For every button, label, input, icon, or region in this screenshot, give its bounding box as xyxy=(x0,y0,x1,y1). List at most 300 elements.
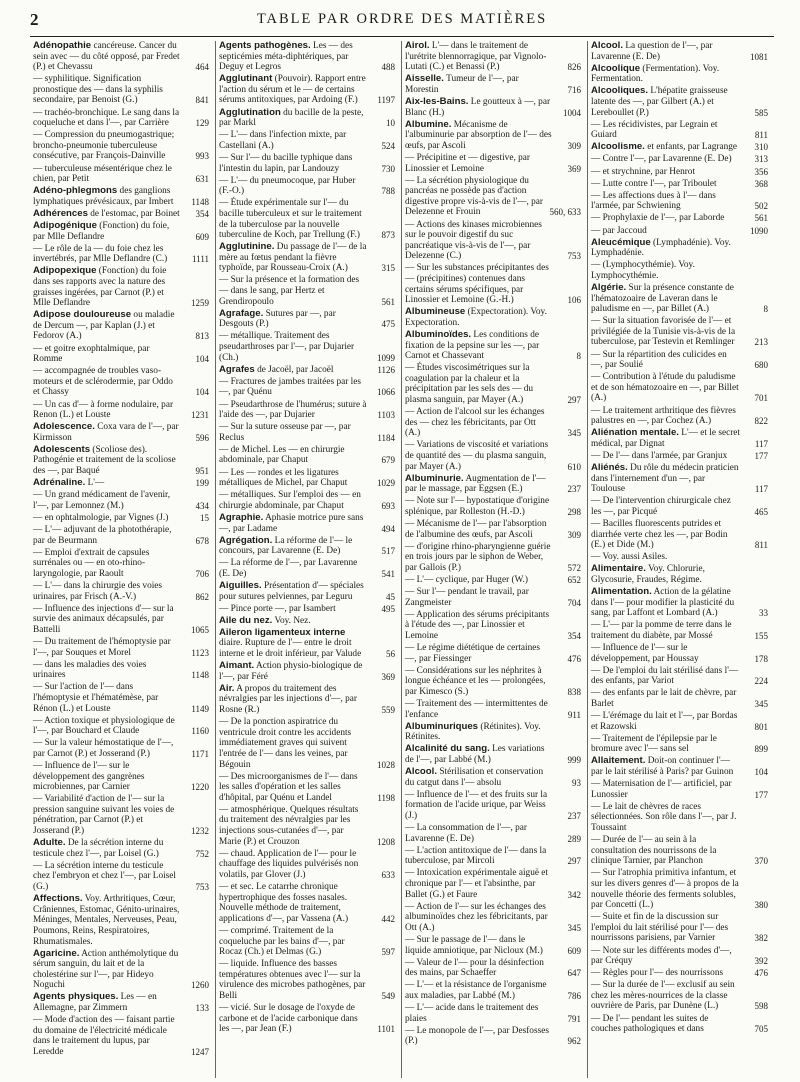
entry-description: — Le traitement arthritique des fièvres palustres en —, par Cochez (A.) xyxy=(591,405,736,427)
index-entry xyxy=(33,366,209,398)
entry-text xyxy=(33,581,181,602)
entry-description: — Les affections dues à l'— dans l'armée, par Schwiening xyxy=(591,190,716,212)
entry-description: — L'— du pneumocoque, par Huber (F.-O.) xyxy=(219,175,356,197)
entry-description: — Bacilles fluorescents putrides et diarrhée verte chez les —, par Bodin (E.) et Dide (M.) xyxy=(591,518,728,551)
entry-description: — Action de l'alcool sur les échanges des — chez les fébricitants, par Ott (A.) xyxy=(405,407,545,439)
index-entry xyxy=(405,519,581,540)
entry-text xyxy=(405,958,553,979)
entry-page-ref: 631 xyxy=(195,174,209,185)
entry-page-ref: 801 xyxy=(754,721,768,732)
entry-text xyxy=(405,767,553,788)
entry-page-ref: 297 xyxy=(567,395,581,405)
entry-text xyxy=(33,637,181,658)
entry-page-ref: 177 xyxy=(754,789,768,800)
entry-page-ref: 1065 xyxy=(191,624,209,635)
entry-text xyxy=(219,536,367,557)
index-entry xyxy=(405,958,581,979)
entry-text xyxy=(405,363,553,405)
index-entry xyxy=(219,309,395,330)
entry-page-ref: 993 xyxy=(195,151,209,162)
entry-text xyxy=(405,587,553,608)
entry-description: — Règles pour l'— des nourrissons xyxy=(591,968,724,979)
entry-text xyxy=(219,468,367,489)
entry-description: — d'origine rhino-pharyngienne guérie en trois jours par le siphon de Weber, par Gallois (P.) xyxy=(405,541,551,573)
index-entry xyxy=(33,992,209,1013)
entry-description: — Sur le passage de l'— dans le liquide amniotique, par Nicloux (M.) xyxy=(405,935,543,956)
entry-description: — Sur les substances précipitantes des — (précipitines) contenues dans certains sérums spécifiques, par Linossier et Lemoine (G.-H.) xyxy=(405,263,549,306)
index-entry xyxy=(591,666,768,687)
entry-description: — Lutte contre l'—, par Triboulet xyxy=(591,178,717,189)
entry-page-ref: 289 xyxy=(567,833,581,844)
entry-page-ref: 999 xyxy=(567,755,581,765)
index-entry xyxy=(219,628,395,660)
entry-description: — La sécrétion interne du testicule chez l'embryon et chez l'—, par Loisel (G.) xyxy=(33,860,177,893)
index-entry xyxy=(33,422,209,443)
index-entry xyxy=(591,372,768,404)
entry-text xyxy=(219,108,367,129)
entry-text xyxy=(33,1015,181,1057)
index-entry xyxy=(33,209,209,220)
entry-text xyxy=(591,643,740,664)
entry-page-ref: 811 xyxy=(754,540,768,551)
entry-page-ref: 1066 xyxy=(377,387,395,398)
entry-description: cancéreuse. Cancer du sein avec — du côté opposé, par Fredet (P.) et Chevassu xyxy=(33,41,180,73)
entry-description: Sur la présence constante de l'hématozoaire de Laveran dans le paludisme en —, par Billet (A.) xyxy=(591,282,734,315)
entry-page-ref: 104 xyxy=(195,387,209,398)
entry-text xyxy=(219,849,367,881)
entry-text xyxy=(219,377,367,398)
entry-page-ref: 1101 xyxy=(377,1024,395,1035)
entry-description: — métalliques. Sur l'emploi des — en chirurgie abdominale, par Chaput xyxy=(219,490,361,511)
entry-text xyxy=(219,513,367,534)
entry-page-ref: 8 xyxy=(763,304,768,315)
entry-page-ref: 1028 xyxy=(377,759,395,770)
entry-description: — Note sur les différents modes d'—, par Créquy xyxy=(591,945,732,967)
index-entry xyxy=(219,513,395,534)
entry-headword: Albumineuse xyxy=(405,306,466,318)
index-entry xyxy=(405,575,581,586)
index-entry xyxy=(219,74,395,106)
entry-page-ref: 811 xyxy=(754,130,768,141)
entry-description: — La réforme de l'—, par Lavarenne (E. De) xyxy=(219,558,358,579)
index-entry xyxy=(591,226,768,237)
entry-description: A propos du traitement des névralgies par les injections d'—, par Rosne (R.) xyxy=(219,683,357,716)
entry-headword: Aileron ligamenteux interne xyxy=(219,626,346,638)
entry-text xyxy=(591,980,740,1012)
entry-text xyxy=(219,959,367,1001)
entry-text xyxy=(219,490,367,511)
index-entry xyxy=(33,604,209,636)
index-entry xyxy=(591,980,768,1012)
index-entry xyxy=(33,186,209,207)
entry-description: — Sur la durée de l'— exclusif au sein chez les mères-nourrices de la classe ouvrière de Paris, par Dunène (L.) xyxy=(591,980,735,1012)
entry-page-ref: 1004 xyxy=(563,107,581,118)
entry-page-ref: 106 xyxy=(567,295,581,306)
index-entry xyxy=(219,365,395,376)
index-entry xyxy=(33,682,209,714)
entry-description: — De l'— dans l'armée, par Granjux xyxy=(591,450,728,461)
index-entry xyxy=(591,179,768,190)
entry-description: — Les — rondes et les ligatures métalliques de Michel, par Chaput xyxy=(219,467,348,489)
entry-page-ref: 104 xyxy=(195,354,209,365)
index-entry xyxy=(33,1015,209,1057)
index-entry xyxy=(405,846,581,867)
entry-page-ref: 15 xyxy=(200,512,209,523)
entry-page-ref: 298 xyxy=(567,506,581,517)
entry-description: — Contre l'—, par Lavarenne (E. De) xyxy=(591,154,732,165)
entry-text xyxy=(591,779,740,800)
entry-headword: Airol. xyxy=(405,41,430,51)
entry-text xyxy=(591,316,740,348)
entry-text xyxy=(33,221,181,242)
entry-text xyxy=(33,992,181,1013)
entry-headword: Adénopathie xyxy=(33,41,92,51)
entry-page-ref: 104 xyxy=(754,767,768,777)
index-entry xyxy=(405,722,581,743)
entry-headword: Adhérences xyxy=(33,207,88,219)
entry-page-ref: 129 xyxy=(195,118,209,129)
entry-page-ref: 199 xyxy=(195,478,209,489)
entry-headword: Allaitement. xyxy=(591,755,646,767)
entry-text xyxy=(591,451,740,462)
entry-description: ou maladie de Dercum —, par Kaplan (J.) et Fedorov (A.) xyxy=(33,310,175,342)
entry-description: — Pince porte —, par Isambert xyxy=(219,603,336,614)
entry-text xyxy=(33,310,181,342)
entry-text xyxy=(591,756,740,777)
index-entry xyxy=(219,176,395,197)
entry-description: — Fractures de jambes traitées par les —, par Quénu xyxy=(219,376,361,398)
entry-description: Présentation d'— spéciales pour sutures pelviennes, par Leguru xyxy=(219,581,364,602)
entry-headword: Agents physiques. xyxy=(33,991,119,1003)
entry-page-ref: 237 xyxy=(567,810,581,821)
entry-page-ref: 633 xyxy=(381,869,395,880)
entry-description: — L'action antitoxique de l'— dans la tuberculose, par Mircoli xyxy=(405,845,547,867)
entry-headword: Alimentation. xyxy=(591,586,652,597)
entry-page-ref: 342 xyxy=(567,889,581,900)
entry-description: — Contribution à l'étude du paludisme et de son hématozoaire en —, par Billet (A.) xyxy=(591,372,739,404)
entry-page-ref: 178 xyxy=(754,653,768,664)
entry-description: — Influence de l'— sur le développement des gangrènes microbiennes, par Carnier xyxy=(33,761,145,793)
index-entry xyxy=(405,176,581,218)
entry-description: — Intoxication expérimentale aiguë et chronique par l'— et l'absinthe, par Ballet (G.) et Faure xyxy=(405,868,549,900)
index-entry xyxy=(405,542,581,574)
index-entry xyxy=(33,525,209,546)
entry-page-ref: 369 xyxy=(567,163,581,174)
entry-text xyxy=(219,331,367,363)
entry-text xyxy=(219,661,367,682)
entry-headword: Alcool. xyxy=(405,766,437,778)
entry-text xyxy=(33,513,181,524)
entry-headword: Alcoolique xyxy=(591,62,641,74)
entry-description: — en ophtalmologie, par Vignes (J.) xyxy=(33,512,169,523)
entry-text xyxy=(33,41,181,73)
entry-page-ref: 442 xyxy=(381,913,395,924)
entry-text xyxy=(33,186,181,207)
entry-description: Aphasie motrice pure sans —, par Ladame xyxy=(219,512,364,534)
entry-page-ref: 345 xyxy=(567,428,581,439)
entry-description: — Le rôle de la — du foie chez les invertébrés, par Mlle Deflandre (C.) xyxy=(33,243,168,265)
index-entry xyxy=(591,868,768,910)
entry-description: — Prophylaxie de l'—, par Laborde xyxy=(591,213,725,224)
entry-text xyxy=(33,344,181,365)
entry-text xyxy=(33,366,181,398)
entry-headword: Aiguilles. xyxy=(219,580,262,591)
entry-description: — Variations de viscosité et variations de quantité des — du plasma sanguin, par Mayer (A.) xyxy=(405,440,549,472)
entry-description: — Le régime diététique de certaines —, par Fiessinger xyxy=(405,643,541,664)
index-entry xyxy=(219,717,395,770)
index-entry xyxy=(219,558,395,579)
entry-description: La question de l'—, par Lavarenne (E. De) xyxy=(591,41,713,62)
index-entry xyxy=(219,41,395,73)
entry-page-ref: 476 xyxy=(754,968,768,979)
entry-page-ref: 177 xyxy=(754,450,768,461)
entry-description: Du rôle du médecin praticien dans l'internement d'un —, par Toulouse xyxy=(591,462,739,495)
entry-text xyxy=(219,41,367,73)
entry-headword: Adrénaline. xyxy=(33,477,86,489)
entry-text xyxy=(219,309,367,330)
entry-text xyxy=(405,643,553,664)
index-entry xyxy=(591,587,768,619)
entry-text xyxy=(219,130,367,151)
entry-text xyxy=(219,422,367,443)
entry-description: — des enfants par le lait de chèvre, par Barlet xyxy=(591,688,737,709)
entry-headword: Adulte. xyxy=(33,837,66,849)
entry-description: — liquide. Influence des basses températures obtenues avec l'— sur la virulence des microbes pathogènes, par Belli xyxy=(219,959,366,1001)
entry-page-ref: 679 xyxy=(381,455,395,466)
index-columns xyxy=(30,41,774,1078)
index-entry xyxy=(405,330,581,362)
entry-description: — Sur l'atrophia primitiva infantum, et sur les divers genres d'— à propos de la nouvelle théorie des ferments solubles, par Concetti (L.) xyxy=(591,868,739,911)
entry-headword: Aliénation mentale. xyxy=(591,427,679,439)
entry-text xyxy=(591,734,740,755)
entry-page-ref: 1148 xyxy=(191,670,209,681)
entry-page-ref: 899 xyxy=(754,744,768,755)
entry-description: — Traitement de l'épilepsie par le bromure avec l'— sans sel xyxy=(591,733,717,755)
entry-description: — Du traitement de l'hémoptysie par l'—, par Souques et Morel xyxy=(33,636,171,658)
entry-description: — Sur la présence et la formation des — dans le sang, par Hertz et Grendiropoulo xyxy=(219,275,360,307)
entry-page-ref: 826 xyxy=(567,62,581,73)
index-entry xyxy=(591,779,768,800)
entry-description: — La consommation de l'—, par Lavarenne (E. De) xyxy=(405,823,527,844)
index-entry xyxy=(33,949,209,991)
entry-description: Sutures par —, par Desgouts (P.) xyxy=(219,308,336,330)
entry-text xyxy=(219,805,367,847)
index-entry xyxy=(33,513,209,524)
index-entry xyxy=(219,377,395,398)
entry-page-ref: 313 xyxy=(754,154,768,165)
index-entry xyxy=(591,283,768,315)
entry-headword: Adéno-phlegmons xyxy=(33,185,118,197)
entry-description: — Sur l'— du bacille typhique dans l'intestin du lapin, par Landouzy xyxy=(219,152,353,174)
entry-headword: Albumine. xyxy=(405,118,452,130)
entry-description: — Le monopole de l'—, par Desfosses (P.) xyxy=(405,1025,549,1047)
entry-page-ref: 475 xyxy=(381,319,395,330)
entry-page-ref: 354 xyxy=(567,630,581,641)
index-entry xyxy=(405,41,581,73)
entry-page-ref: 224 xyxy=(754,676,768,687)
entry-description: — Sur l'action de l'— dans l'hémoptysie et l'hématémèse, par Rénon (L.) et Louste xyxy=(33,682,159,714)
entry-page-ref: 370 xyxy=(754,856,768,867)
entry-text xyxy=(591,463,740,495)
index-entry xyxy=(33,637,209,658)
index-entry xyxy=(591,167,768,178)
entry-text xyxy=(219,628,367,660)
entry-page-ref: 873 xyxy=(381,230,395,241)
index-entry xyxy=(591,86,768,118)
entry-text xyxy=(219,198,367,240)
index-entry xyxy=(405,935,581,956)
entry-text xyxy=(405,846,553,867)
entry-page-ref: 1197 xyxy=(377,95,395,106)
entry-page-ref: 706 xyxy=(195,568,209,579)
entry-text xyxy=(405,699,553,720)
entry-text xyxy=(33,838,181,859)
entry-text xyxy=(33,894,181,947)
entry-description: — Pseudarthrose de l'humérus; suture à l'aide des —, par Dujarier xyxy=(219,399,367,421)
entry-text xyxy=(405,41,553,73)
entry-description: — Action de l'— sur les échanges des albuminoïdes chez les fébricitants, par Ott (A.) xyxy=(405,901,548,933)
entry-text xyxy=(405,542,553,574)
entry-page-ref: 541 xyxy=(381,568,395,579)
entry-description: — De l'— pendant les suites de couches pathologiques et dans xyxy=(591,1013,709,1035)
index-entry xyxy=(219,926,395,958)
index-entry xyxy=(219,616,395,627)
entry-text xyxy=(405,790,553,822)
index-entry xyxy=(405,74,581,95)
entry-text xyxy=(591,41,740,62)
entry-description: — L'— acide dans le traitement des plaies xyxy=(405,1003,539,1024)
entry-text xyxy=(33,74,181,106)
entry-description: Stérilisation et conservation du catgut dans l'— absolu xyxy=(405,767,544,788)
index-entry xyxy=(33,861,209,893)
entry-headword: Aile du nez. xyxy=(219,614,273,626)
entry-page-ref: 495 xyxy=(381,603,395,614)
index-entry xyxy=(591,238,768,259)
entry-text xyxy=(219,616,367,627)
index-entry xyxy=(591,64,768,85)
entry-description: — Sur la suture osseuse par —, par Reclus xyxy=(219,422,351,443)
entry-text xyxy=(591,213,740,224)
entry-page-ref: 1198 xyxy=(377,792,395,803)
index-entry xyxy=(219,604,395,615)
index-entry xyxy=(33,74,209,106)
entry-text xyxy=(33,422,181,443)
entry-text xyxy=(405,220,553,262)
entry-text xyxy=(219,1003,367,1035)
entry-text xyxy=(591,496,740,517)
index-entry xyxy=(219,581,395,602)
index-entry xyxy=(591,120,768,141)
entry-text xyxy=(405,307,553,328)
entry-description: — Actions des kinases microbiennes sur le pouvoir digestif du suc pancréatique vis-à-vis de l'—, par Delezenne (C.) xyxy=(405,219,542,262)
entry-description: — L'— et la résistance de l'organisme aux maladies, par Labbé (M.) xyxy=(405,980,547,1001)
index-entry xyxy=(591,154,768,165)
entry-page-ref: 791 xyxy=(567,1013,581,1024)
entry-text xyxy=(591,688,740,709)
index-entry xyxy=(405,767,581,788)
entry-headword: Agaricine. xyxy=(33,947,80,959)
entry-page-ref: 464 xyxy=(195,62,209,73)
entry-text xyxy=(405,744,553,765)
entry-headword: Aliénés. xyxy=(591,461,628,473)
index-entry xyxy=(405,1026,581,1047)
index-entry xyxy=(219,153,395,174)
index-entry xyxy=(219,661,395,682)
entry-text xyxy=(33,949,181,991)
index-entry xyxy=(591,142,768,153)
index-entry xyxy=(33,838,209,859)
entry-headword: Alcalinité du sang. xyxy=(405,743,490,755)
entry-description: — Voy. aussi Asiles. xyxy=(591,552,668,563)
entry-page-ref: 704 xyxy=(567,597,581,608)
entry-text xyxy=(591,711,740,732)
entry-description: Les variations de l'—, par Labbé (M.) xyxy=(405,744,545,765)
entry-text xyxy=(33,716,181,737)
index-entry xyxy=(591,428,768,449)
index-entry xyxy=(591,564,768,585)
entry-description: et enfants, par Lagrange xyxy=(647,142,738,153)
index-entry xyxy=(591,463,768,495)
entry-page-ref: 786 xyxy=(567,990,581,1001)
entry-page-ref: 962 xyxy=(567,1036,581,1047)
entry-page-ref: 1123 xyxy=(191,647,209,658)
entry-text xyxy=(405,153,553,174)
entry-headword: Agrégation. xyxy=(219,534,273,546)
entry-description: — Application des sérums précipitants à l'étude des —, par Linossier et Lemoine xyxy=(405,609,550,641)
index-entry xyxy=(219,445,395,466)
index-entry xyxy=(219,198,395,240)
entry-page-ref: 356 xyxy=(754,166,768,177)
entry-text xyxy=(219,400,367,421)
entry-page-ref: 1103 xyxy=(377,410,395,421)
index-entry xyxy=(405,790,581,822)
index-entry xyxy=(33,716,209,737)
page-title: TABLE PAR ORDRE DES MATIÈRES xyxy=(256,11,548,27)
entry-description: (Scoliose des). Pathogénie et traitement de la scoliose des —, par Baqué xyxy=(33,444,176,477)
entry-description: — syphilitique. Signification pronostique des — dans la syphilis secondaire, par Benoist (G.) xyxy=(33,74,163,106)
entry-description: — Action toxique et physiologique de l'—, par Bouchard et Claude xyxy=(33,715,175,737)
entry-text xyxy=(405,74,553,95)
entry-text xyxy=(591,835,740,867)
header-rule xyxy=(30,36,774,37)
entry-description: Action de la gélatine dans l'— pour modifier la plasticité du sang, par Laffont et Lombard (A.) xyxy=(591,587,735,619)
index-entry xyxy=(33,660,209,681)
entry-headword: Adolescence. xyxy=(33,421,95,433)
entry-headword: Alcoolisme. xyxy=(591,141,645,153)
entry-text xyxy=(219,926,367,958)
entry-description: — Valeur de l'— pour la désinfection des mains, par Schaeffer xyxy=(405,957,544,979)
entry-headword: Air. xyxy=(219,682,235,694)
entry-description: — vicié. Sur le dosage de l'oxyde de carbone et de l'acide carbonique dans les —, par Jean (F.) xyxy=(219,1003,358,1035)
entry-page-ref: 598 xyxy=(754,1001,768,1012)
entry-text xyxy=(405,868,553,900)
entry-description: — La sécrétion physiologique du pancréas ne possède pas d'action digestive propre vis-à-vis de l'—, par Delezenne et Frouin xyxy=(405,175,543,218)
entry-page-ref: 517 xyxy=(381,546,395,557)
entry-page-ref: 813 xyxy=(195,331,209,342)
entry-headword: Agrafes xyxy=(219,363,255,375)
index-entry xyxy=(33,738,209,759)
entry-description: — Sur la situation favorisée de l'— et privilégiée de la Tunisie vis-à-vis de la tuberculose, par Testevin et Remlinger xyxy=(591,316,736,348)
entry-description: — Sur la valeur hémostatique de l'—, par Carnot (P.) et Josserand (P.) xyxy=(33,738,174,759)
entry-text xyxy=(405,610,553,642)
index-entry xyxy=(33,108,209,129)
entry-page-ref: 716 xyxy=(567,84,581,95)
entry-page-ref: 951 xyxy=(195,466,209,477)
entry-description: — L'— dans l'infection mixte, par Castellani (A.) xyxy=(219,130,347,151)
entry-page-ref: 133 xyxy=(195,1003,209,1014)
entry-description: — Durée de l'— au sein à la consultation des nourrissons de la clinique Tarnier, par Planchon xyxy=(591,835,717,867)
entry-text xyxy=(405,474,553,495)
